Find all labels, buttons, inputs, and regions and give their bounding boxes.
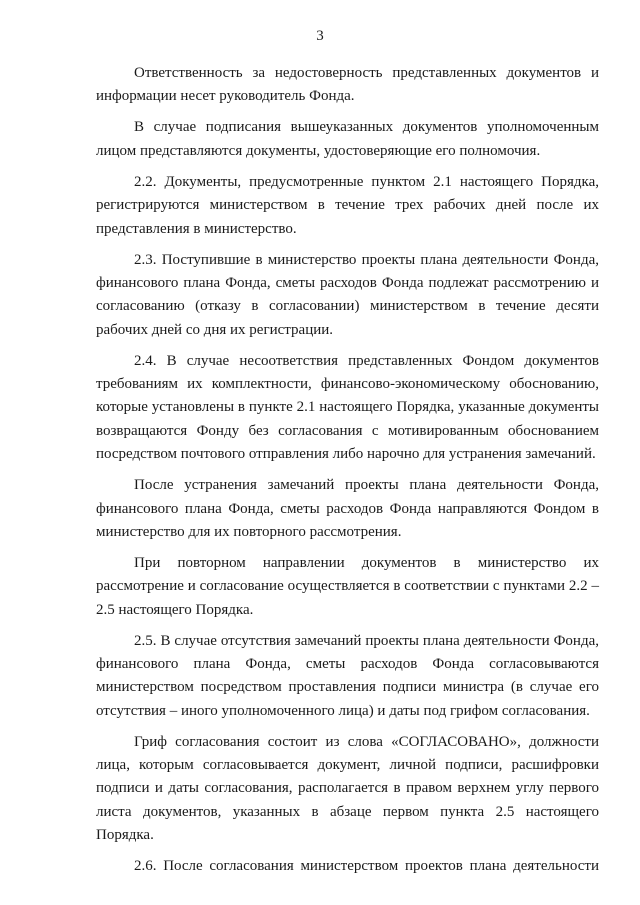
paragraph-responsibility: Ответственность за недостоверность представленных документов и информации несет руководитель Фонда. — [96, 65, 599, 105]
page-number: 3 — [316, 28, 324, 44]
paragraph-authorized-person: В случае подписания вышеуказанных документов уполномоченным лицом представляются документы, удостоверяющие его полномочия. — [96, 119, 599, 159]
paragraph-2-3: 2.3. Поступившие в министерство проекты плана деятельности Фонда, финансового плана Фонда, сметы расходов Фонда подлежат рассмотрению и согласованию (отказу в согласовании) министерством в течение десяти рабочих дней со дня их регистрации. — [96, 251, 599, 338]
paragraph-2-2: 2.2. Документы, предусмотренные пунктом 2.1 настоящего Порядка, регистрируются министерством в течение трех рабочих дней после их представления в министерство. — [96, 173, 599, 237]
paragraph-2-6: 2.6. После согласования министерством проектов плана деятельности — [134, 858, 599, 875]
paragraph-approval-stamp: Гриф согласования состоит из слова «СОГЛАСОВАНО», должности лица, которым согласовывается документ, личной подписи, расшифровки подписи и даты согласования, располагается в правом верхнем углу первого листа документов, указанных в абзаце первом пункта 2.5 настоящего Порядка. — [96, 733, 599, 844]
document-body — [96, 62, 599, 879]
paragraph-repeated-submission: При повторном направлении документов в министерство их рассмотрение и согласование осуществляется в соответствии с пунктами 2.2 – 2.5 настоящего Порядка. — [96, 554, 599, 618]
paragraph-2-5: 2.5. В случае отсутствия замечаний проекты плана деятельности Фонда, финансового плана Фонда, сметы расходов Фонда согласовываются министерством посредством проставления подписи министра (в случае его отсутствия – иного уполномоченного лица) и даты под грифом согласования. — [96, 632, 599, 719]
paragraph-2-4: 2.4. В случае несоответствия представленных Фондом документов требованиям их комплектности, финансово-экономическому обоснованию, которые установлены в пункте 2.1 настоящего Порядка, указанные документы возвращаются Фонду без согласования с мотивированным обоснованием посредством почтового отправления либо нарочно для устранения замечаний. — [96, 352, 599, 463]
paragraph-after-corrections: После устранения замечаний проекты плана деятельности Фонда, финансового плана Фонда, сметы расходов Фонда направляются Фондом в министерство для их повторного рассмотрения. — [96, 477, 599, 540]
